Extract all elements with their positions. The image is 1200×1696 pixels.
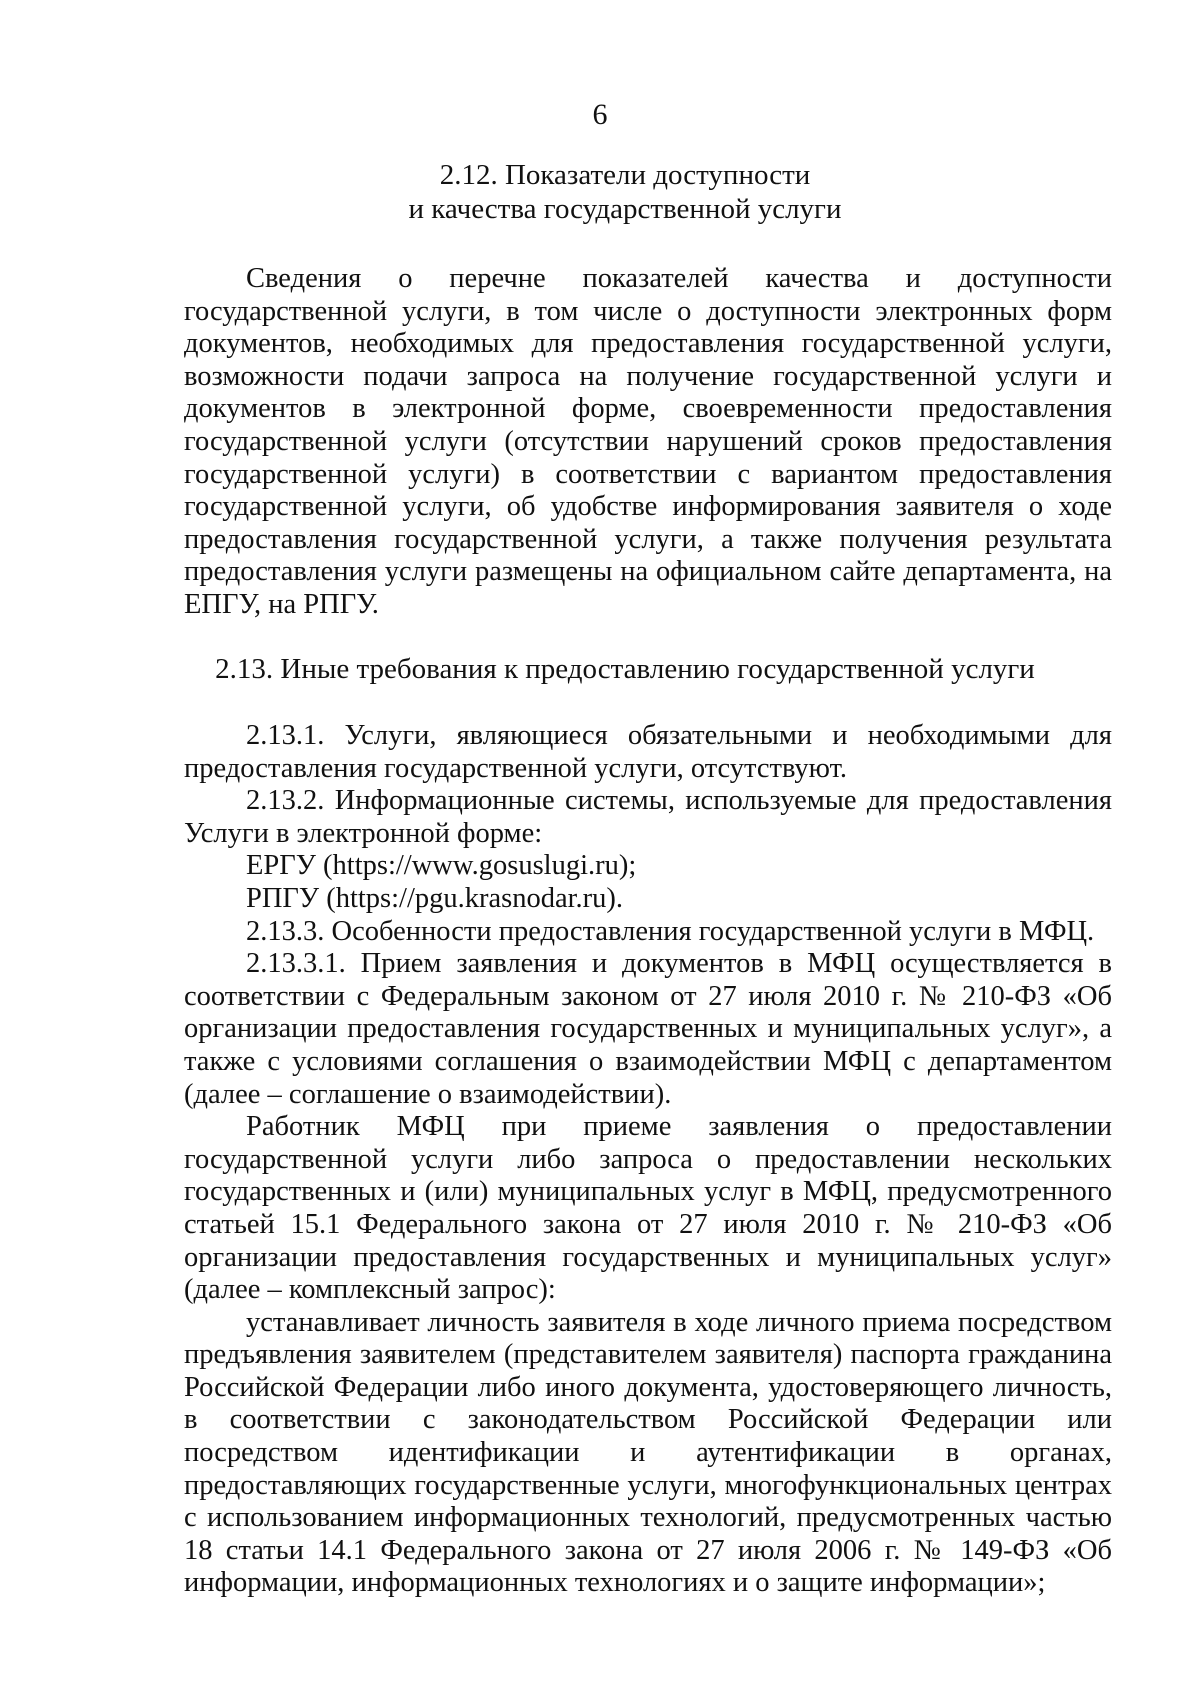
paragraph-identity-check: устанавливает личность заявителя в ходе личного приема посредством предъявления заявителем (представителем заявителя) паспорта гражданина Российской Федерации либо иного документа, удостоверяющего личность, в соответствии с законодательством Российской Федерации или посредством идентификации и аутентификации в органах, предоставляющих государственные услуги, многофункциональных центрах с использованием информационных технологий, предусмотренных частью 18 статьи 14.1 Федерального закона от 27 июля 2006 г. № 149-ФЗ «Об информации, информационных технологиях и о защите информации»; (184, 1306, 1112, 1599)
section-2-12-title-line1: 2.12. Показатели доступности (439, 159, 811, 191)
paragraph-2-13-2: 2.13.2. Информационные системы, используемые для предоставления Услуги в электронной форме: (184, 785, 1112, 849)
paragraph-rpgu-link: РПГУ (https://pgu.krasnodar.ru). (246, 882, 624, 914)
section-2-13-heading: 2.13. Иные требования к предоставлению государственной услуги (215, 653, 1035, 685)
section-2-13-body (184, 720, 1112, 1600)
paragraph-ergu-link: ЕРГУ (https://www.gosuslugi.ru); (246, 850, 637, 882)
section-2-12-paragraph: Сведения о перечне показателей качества и доступности государственной услуги, в том числе о доступности электронных форм документов, необходимых для предоставления государственной услуги, возможности подачи запроса на получение государственной услуги и документов в электронной форме, своевременности предоставления государственной услуги (отсутствии нарушений сроков предоставления государственной услуги) в соответствии с вариантом предоставления государственной услуги, об удобстве информирования заявителя о ходе предоставления государственной услуги, а также получения результата предоставления услуги размещены на официальном сайте департамента, на ЕПГУ, на РПГУ. (184, 263, 1112, 620)
page-number: 6 (592, 98, 608, 131)
paragraph-mfc-worker: Работник МФЦ при приеме заявления о предоставлении государственной услуги либо запроса о предоставлении нескольких государственных и (или) муниципальных услуг в МФЦ, предусмотренного статьей 15.1 Федерального закона от 27 июля 2010 г. № 210-ФЗ «Об организации предоставления государственных и муниципальных услуг» (далее – комплексный запрос): (184, 1111, 1112, 1306)
paragraph-2-13-3: 2.13.3. Особенности предоставления государственной услуги в МФЦ. (246, 915, 1095, 947)
section-2-12-title-line2: и качества государственной услуги (408, 193, 842, 225)
paragraph-2-13-1: 2.13.1. Услуги, являющиеся обязательными и необходимыми для предоставления государственной услуги, отсутствуют. (184, 720, 1112, 784)
paragraph-2-13-3-1: 2.13.3.1. Прием заявления и документов в МФЦ осуществляется в соответствии с Федеральным законом от 27 июля 2010 г. № 210-ФЗ «Об организации предоставления государственных и муниципальных услуг», а также с условиями соглашения о взаимодействии МФЦ с департаментом (далее – соглашение о взаимодействии). (184, 948, 1112, 1110)
section-2-12-body (184, 263, 1112, 622)
section-2-12-heading (170, 158, 1080, 226)
